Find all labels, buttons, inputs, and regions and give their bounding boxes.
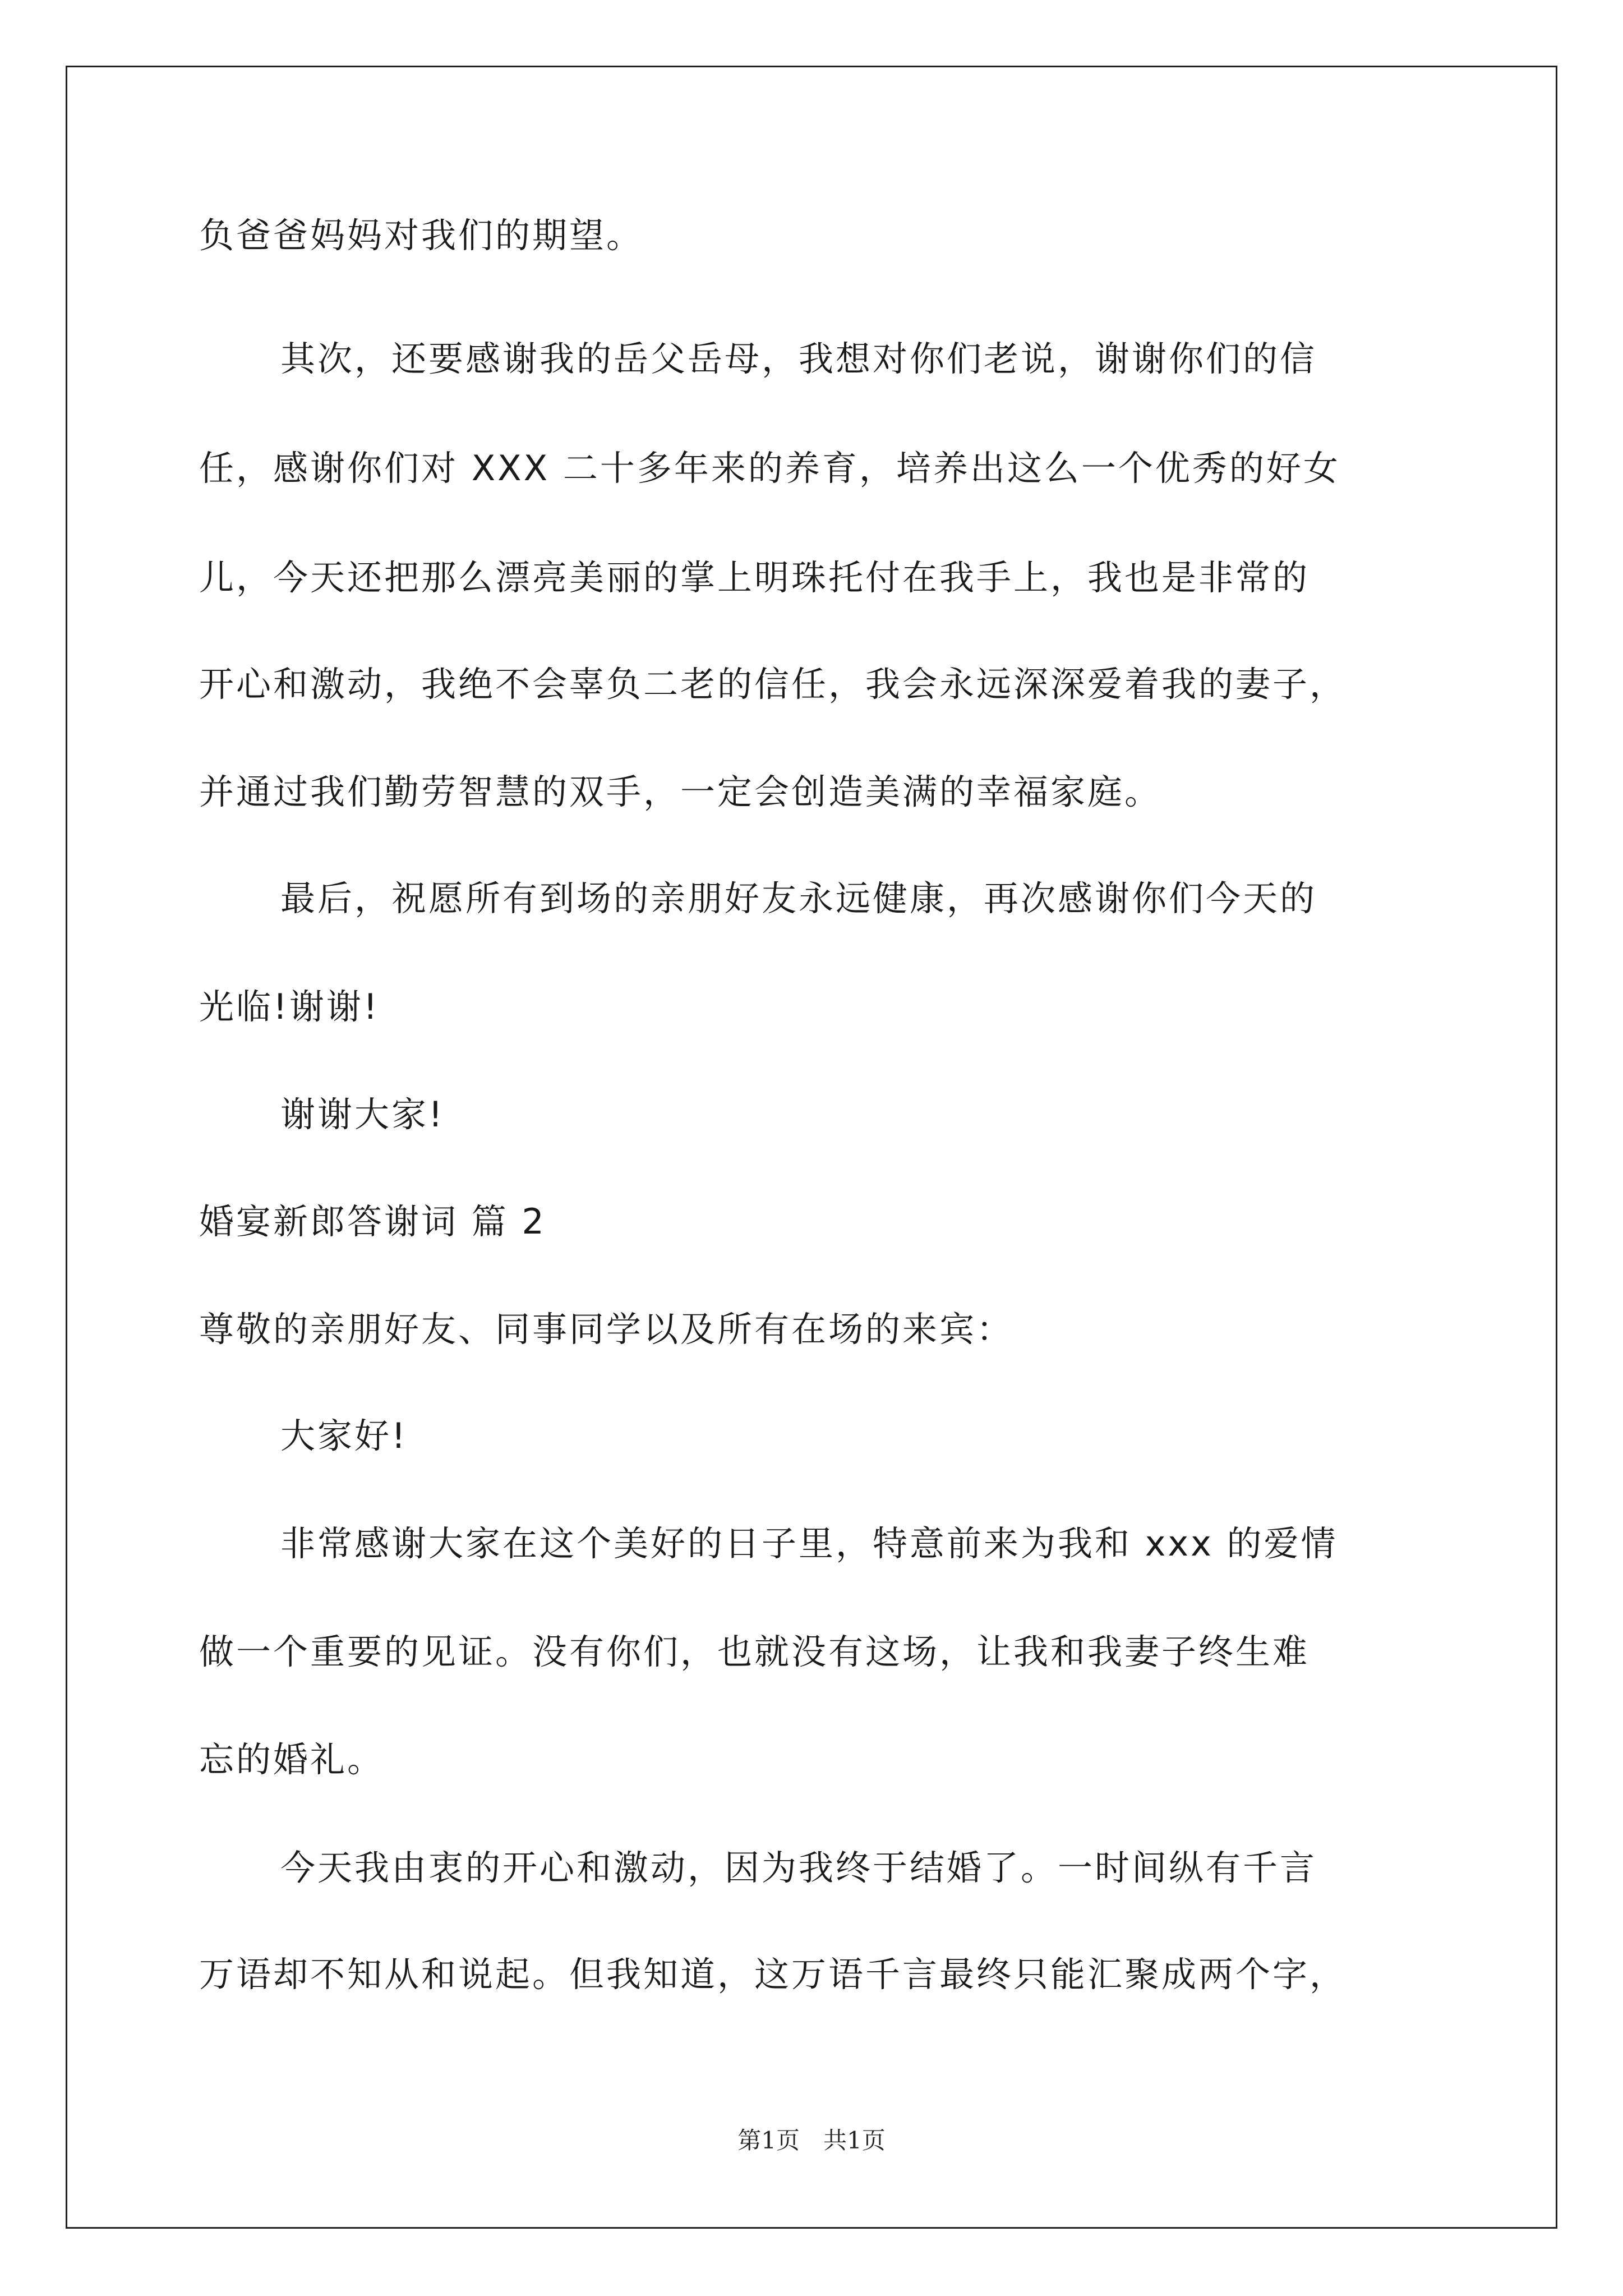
paragraph-line: 光临!谢谢! xyxy=(199,986,380,1027)
paragraph-line: 忘的婚礼。 xyxy=(199,1739,385,1780)
section-heading: 婚宴新郎答谢词 篇 2 xyxy=(199,1201,546,1242)
page-border xyxy=(66,66,1557,2229)
page-number-footer: 第1页 共1页 xyxy=(737,2127,886,2154)
paragraph-line: 并通过我们勤劳智慧的双手，一定会创造美满的幸福家庭。 xyxy=(199,771,1162,812)
paragraph-line: 做一个重要的见证。没有你们，也就没有这场，让我和我妻子终生难 xyxy=(199,1631,1310,1672)
paragraph-line: 最后，祝愿所有到场的亲朋好友永远健康，再次感谢你们今天的 xyxy=(280,878,1317,919)
paragraph-line: 开心和激动，我绝不会辜负二老的信任，我会永远深深爱着我的妻子， xyxy=(199,664,1347,705)
paragraph-line: 任，感谢你们对 XXX 二十多年来的养育，培养出这么一个优秀的好女 xyxy=(199,448,1340,489)
greeting: 大家好! xyxy=(280,1415,408,1456)
paragraph-line: 谢谢大家! xyxy=(280,1094,445,1135)
paragraph-line: 负爸爸妈妈对我们的期望。 xyxy=(199,215,644,256)
paragraph-line: 万语却不知从和说起。但我知道，这万语千言最终只能汇聚成两个字， xyxy=(199,1954,1347,1995)
paragraph-line: 儿，今天还把那么漂亮美丽的掌上明珠托付在我手上，我也是非常的 xyxy=(199,557,1310,598)
paragraph-line: 其次，还要感谢我的岳父岳母，我想对你们老说，谢谢你们的信 xyxy=(280,338,1317,379)
salutation: 尊敬的亲朋好友、同事同学以及所有在场的来宾： xyxy=(199,1309,1014,1350)
paragraph-line: 非常感谢大家在这个美好的日子里，特意前来为我和 xxx 的爱情 xyxy=(280,1523,1338,1564)
paragraph-line: 今天我由衷的开心和激动，因为我终于结婚了。一时间纵有千言 xyxy=(280,1847,1317,1888)
